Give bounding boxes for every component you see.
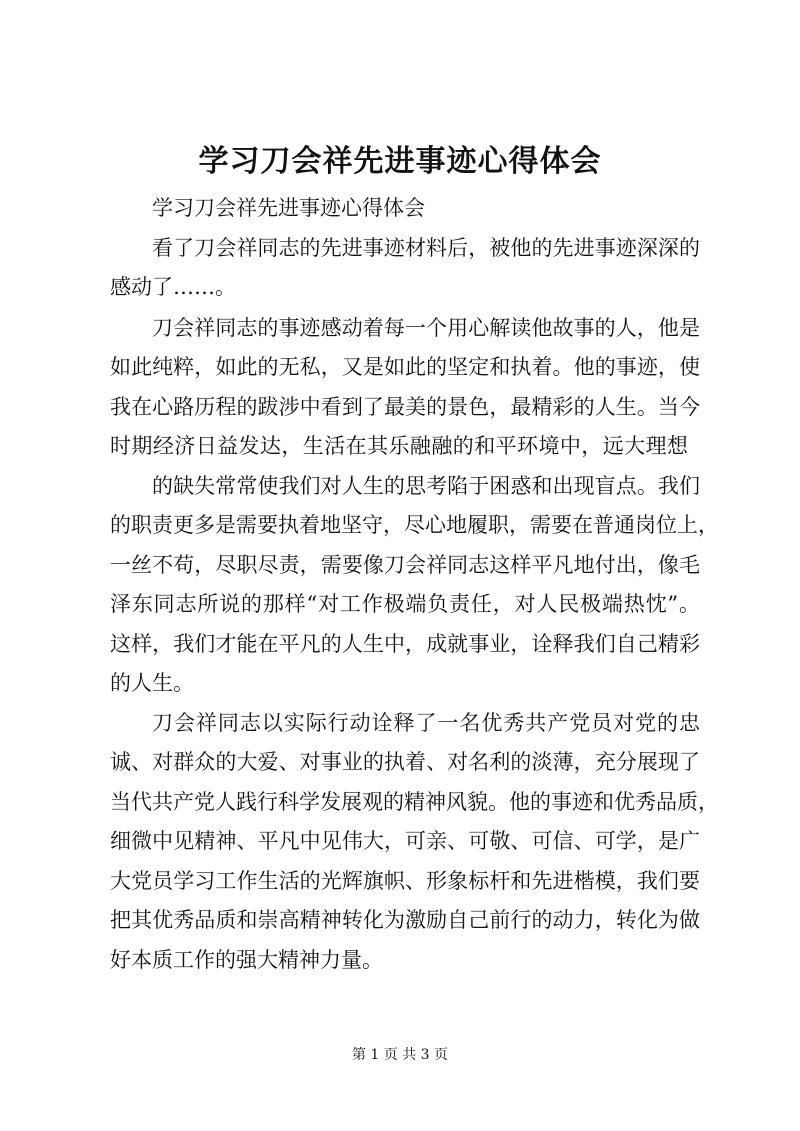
body-line: 的人生。	[110, 671, 194, 695]
body-line: 把其优秀品质和崇高精神转化为激励自己前行的动力，转化为做	[110, 908, 700, 932]
body-line: 感动了……。	[110, 275, 236, 299]
body-line: 时期经济日益发达，生活在其乐融融的和平环境中，远大理想	[110, 434, 688, 458]
body-line: 这样，我们才能在平凡的人生中，成就事业，诠释我们自己精彩	[110, 632, 700, 656]
body-line: 学习刀会祥先进事迹心得体会	[152, 196, 425, 220]
body-line: 细微中见精神、平凡中见伟大，可亲、可敬、可信、可学，是广	[110, 829, 700, 853]
body-line: 的职责更多是需要执着地坚守，尽心地履职，需要在普通岗位上，	[110, 513, 719, 537]
body-line: 好本质工作的强大精神力量。	[110, 948, 383, 972]
body-line: 一丝不苟，尽职尽责，需要像刀会祥同志这样平凡地付出，像毛	[110, 553, 700, 577]
body-line: 如此纯粹，如此的无私，又是如此的坚定和执着。他的事迹，使	[110, 355, 700, 379]
body-line: 的缺失常常使我们对人生的思考陷于困惑和出现盲点。我们	[152, 474, 700, 498]
page-title: 学习刀会祥先进事迹心得体会	[198, 144, 602, 179]
body-line: 看了刀会祥同志的先进事迹材料后，被他的先进事迹深深的	[152, 236, 700, 260]
page-number-footer: 第 1 页 共 3 页	[351, 1047, 449, 1063]
body-line: 当代共产党人践行科学发展观的精神风貌。他的事迹和优秀品质，	[110, 790, 719, 814]
body-line: 大党员学习工作生活的光辉旗帜、形象标杆和先进楷模，我们要	[110, 869, 700, 893]
body-line: 泽东同志所说的那样“对工作极端负责任，对人民极端热忱”。	[110, 592, 700, 616]
body-line: 刀会祥同志以实际行动诠释了一名优秀共产党员对党的忠	[152, 711, 700, 735]
body-line: 刀会祥同志的事迹感动着每一个用心解读他故事的人，他是	[152, 316, 700, 340]
body-line: 我在心路历程的跋涉中看到了最美的景色，最精彩的人生。当今	[110, 395, 700, 419]
body-line: 诚、对群众的大爱、对事业的执着、对名利的淡薄，充分展现了	[110, 750, 700, 774]
